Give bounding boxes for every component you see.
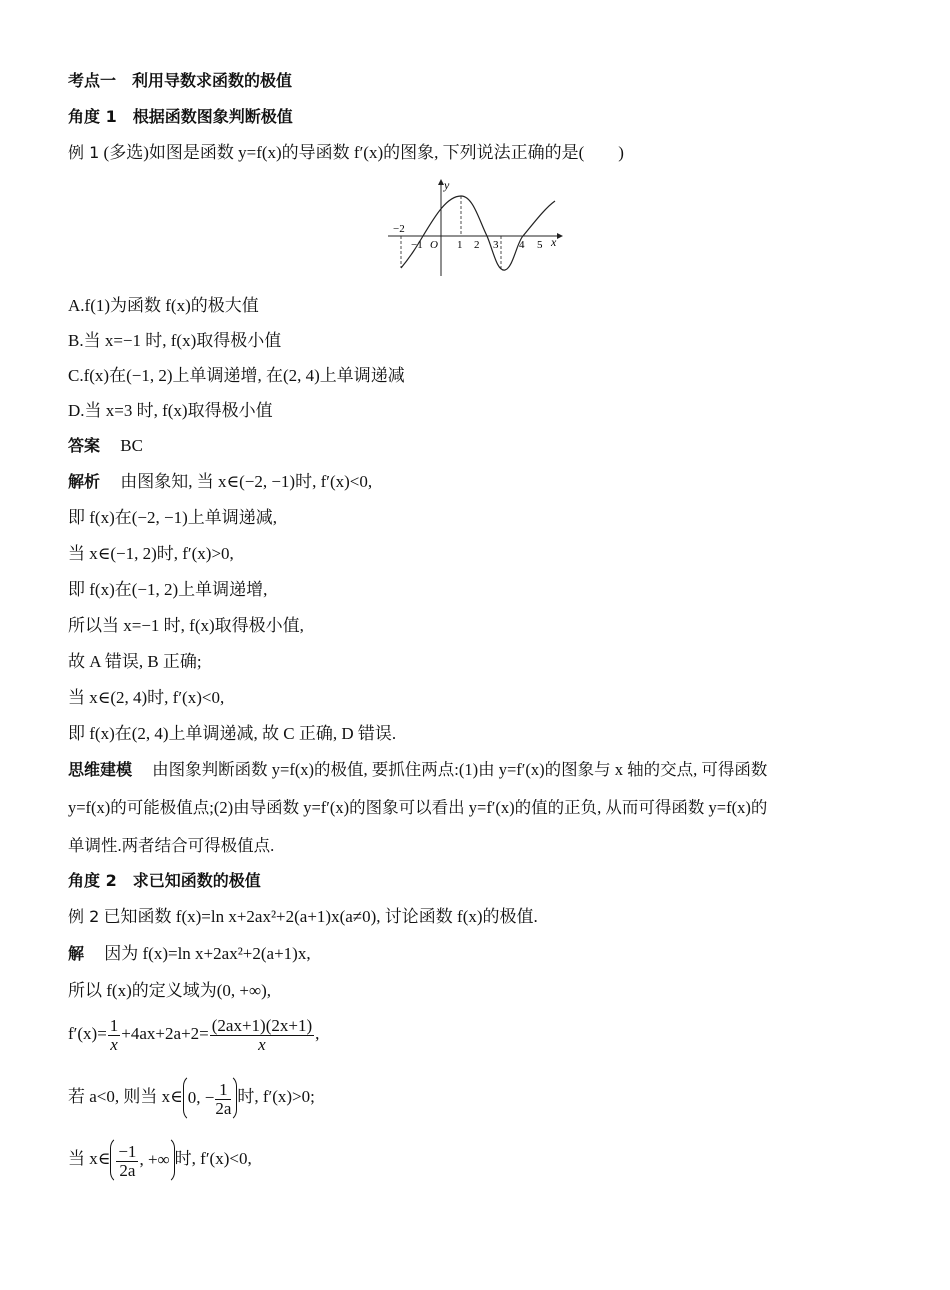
frac1-num: 1: [109, 1015, 119, 1035]
tick-1: 1: [457, 239, 463, 251]
origin-label: O: [430, 239, 438, 251]
formula-mid: +4ax+2a+2=: [121, 1024, 209, 1043]
fraction-factored: [210, 1017, 314, 1054]
example1: [68, 142, 624, 164]
thinking-line-1: [68, 759, 767, 781]
thinking-text-1: 由图象判断函数 y=f(x)的极值, 要抓住两点:(1)由 y=f′(x)的图象与 x 轴的交点, 可得函数: [152, 760, 768, 779]
frac4-num: −1: [118, 1141, 137, 1161]
frac2-num: (2ax+1)(2x+1): [211, 1015, 313, 1035]
frac3-num: 1: [215, 1081, 231, 1100]
solution-text-1: 因为 f(x)=ln x+2ax²+2(a+1)x,: [104, 944, 311, 963]
tick-3: 3: [493, 239, 499, 251]
tick-5: 5: [537, 239, 543, 251]
answer-label: 答案: [68, 436, 101, 455]
fraction-neg1-over-2a: [116, 1143, 138, 1180]
case2-post: 时, f′(x)<0,: [174, 1149, 252, 1168]
case-a-negative-2: [68, 1136, 252, 1184]
derivative-formula: [68, 1014, 319, 1054]
analysis-line-1: 即 f(x)在(−2, −1)上单调递减,: [68, 508, 277, 527]
y-axis-label: y: [444, 178, 450, 192]
analysis-line-5: 故 A 错误, B 正确;: [68, 652, 202, 671]
formula-lhs: f′(x)=: [68, 1024, 107, 1043]
frac1-den: x: [110, 1034, 118, 1054]
analysis-first: 由图象知, 当 x∈(−2, −1)时, f′(x)<0,: [120, 472, 373, 491]
interval2-right: , +∞: [139, 1150, 170, 1170]
answer-line: [68, 435, 143, 457]
analysis-label: 解析: [68, 472, 101, 491]
analysis-line-6: 当 x∈(2, 4)时, f′(x)<0,: [68, 688, 225, 707]
interval-2: [110, 1136, 174, 1184]
frac4-den: 2a: [119, 1160, 136, 1180]
interval-1: [183, 1074, 238, 1122]
example2-stem: 已知函数 f(x)=ln x+2ax²+2(a+1)x(a≠0), 讨论函数 f(x)的极值.: [103, 907, 538, 926]
analysis-line-2: 当 x∈(−1, 2)时, f′(x)>0,: [68, 544, 234, 563]
solution-line-2: 所以 f(x)的定义域为(0, +∞),: [68, 981, 272, 1000]
analysis-line-4: 所以当 x=−1 时, f(x)取得极小值,: [68, 616, 304, 635]
example2: [68, 906, 538, 928]
derivative-graph: [385, 176, 565, 281]
angle2-heading: 角度 2 求已知函数的极值: [68, 871, 261, 890]
answer-value: BC: [120, 436, 143, 455]
tick-neg2: −2: [393, 223, 405, 235]
example2-label: 例 2: [68, 907, 100, 926]
tick-4: 4: [519, 239, 525, 251]
thinking-label: 思维建模: [68, 760, 133, 779]
analysis-line-0: [68, 471, 372, 493]
tick-2: 2: [474, 239, 480, 251]
frac2-den: x: [258, 1034, 266, 1054]
angle1-heading: 角度 1 根据函数图象判断极值: [68, 107, 293, 126]
x-axis-arrow: [557, 233, 563, 239]
x-axis-label: x: [551, 235, 557, 249]
option-a: A.f(1)为函数 f(x)的极大值: [68, 296, 259, 315]
derivative-curve: [401, 196, 555, 270]
option-d: D.当 x=3 时, f(x)取得极小值: [68, 401, 273, 420]
case1-post: 时, f′(x)>0;: [237, 1087, 315, 1106]
case2-pre: 当 x∈: [68, 1149, 111, 1168]
fraction-1-over-2a: [215, 1081, 231, 1118]
tick-neg1: −1: [411, 239, 423, 251]
formula-end: ,: [315, 1024, 320, 1043]
section-heading: 考点一 利用导数求函数的极值: [68, 71, 293, 90]
example1-stem: (多选)如图是函数 y=f(x)的导函数 f′(x)的图象, 下列说法正确的是( ): [103, 143, 624, 162]
thinking-line-3: 单调性.两者结合可得极值点.: [68, 836, 275, 855]
thinking-line-2: y=f(x)的可能极值点;(2)由导函数 y=f′(x)的图象可以看出 y=f′(x)的值的正负, 从而可得函数 y=f(x)的: [68, 798, 768, 817]
interval1-left: 0, −: [187, 1088, 215, 1108]
option-c: C.f(x)在(−1, 2)上单调递增, 在(2, 4)上单调递减: [68, 366, 405, 385]
case1-pre: 若 a<0, 则当 x∈: [68, 1087, 183, 1106]
example1-label: 例 1: [68, 143, 100, 162]
solution-line-1: [68, 943, 311, 965]
solution-label: 解: [68, 944, 85, 963]
frac3-den: 2a: [215, 1098, 232, 1118]
fraction-1-over-x: [108, 1017, 121, 1054]
analysis-line-7: 即 f(x)在(2, 4)上单调递减, 故 C 正确, D 错误.: [68, 724, 397, 743]
case-a-negative-1: [68, 1074, 315, 1122]
analysis-line-3: 即 f(x)在(−1, 2)上单调递增,: [68, 580, 268, 599]
option-b: B.当 x=−1 时, f(x)取得极小值: [68, 331, 282, 350]
